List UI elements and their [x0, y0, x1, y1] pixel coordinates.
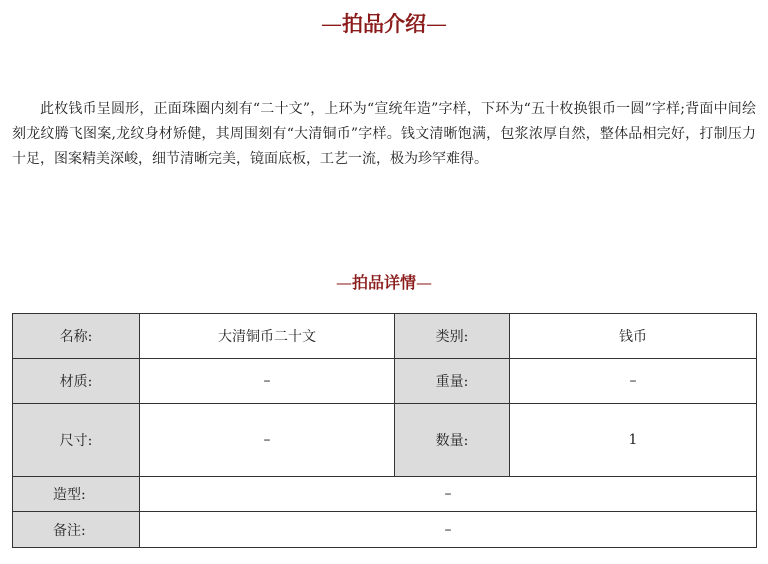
section-title-details: [0, 271, 768, 295]
name-label: 名称:: [13, 314, 140, 359]
category-value: 钱币: [510, 314, 757, 359]
quantity-label: 数量:: [395, 404, 510, 477]
shape-label: 造型:: [13, 477, 140, 512]
quantity-value: 1: [510, 404, 757, 477]
title-dash-left: —: [321, 12, 342, 36]
details-dash-right: —: [416, 273, 432, 292]
table-row: [13, 314, 757, 359]
category-label: 类别:: [395, 314, 510, 359]
size-value: –: [140, 404, 395, 477]
material-value: –: [140, 359, 395, 404]
intro-title-text: 拍品介绍: [342, 11, 426, 36]
remark-value: –: [140, 512, 757, 548]
details-dash-left: —: [335, 273, 352, 292]
intro-paragraph: 此枚钱币呈圆形，正面珠圈内刻有“二十文”，上环为“宣统年造”字样，下环为“五十枚换银币一圆”字样;背面中间绘刻龙纹腾飞图案,龙纹身材矫健，其周围刻有“大清铜币”字样。钱文清晰饱满，包浆浓厚自然，整体品相完好，打制压力十足，图案精美深峻，细节清晰完美，镜面底板，工艺一流，极为珍罕难得。: [12, 101, 756, 167]
table-row: [13, 404, 757, 477]
table-row: [13, 512, 757, 548]
size-label: 尺寸:: [13, 404, 140, 477]
details-table: [12, 313, 757, 548]
table-row: [13, 477, 757, 512]
name-value: 大清铜币二十文: [140, 314, 395, 359]
section-title-intro: [0, 9, 768, 39]
details-title-text: 拍品详情: [351, 273, 416, 292]
title-dash-right: —: [426, 12, 447, 36]
weight-label: 重量:: [395, 359, 510, 404]
table-row: [13, 359, 757, 404]
weight-value: –: [510, 359, 757, 404]
shape-value: –: [140, 477, 757, 512]
remark-label: 备注:: [13, 512, 140, 548]
material-label: 材质:: [13, 359, 140, 404]
